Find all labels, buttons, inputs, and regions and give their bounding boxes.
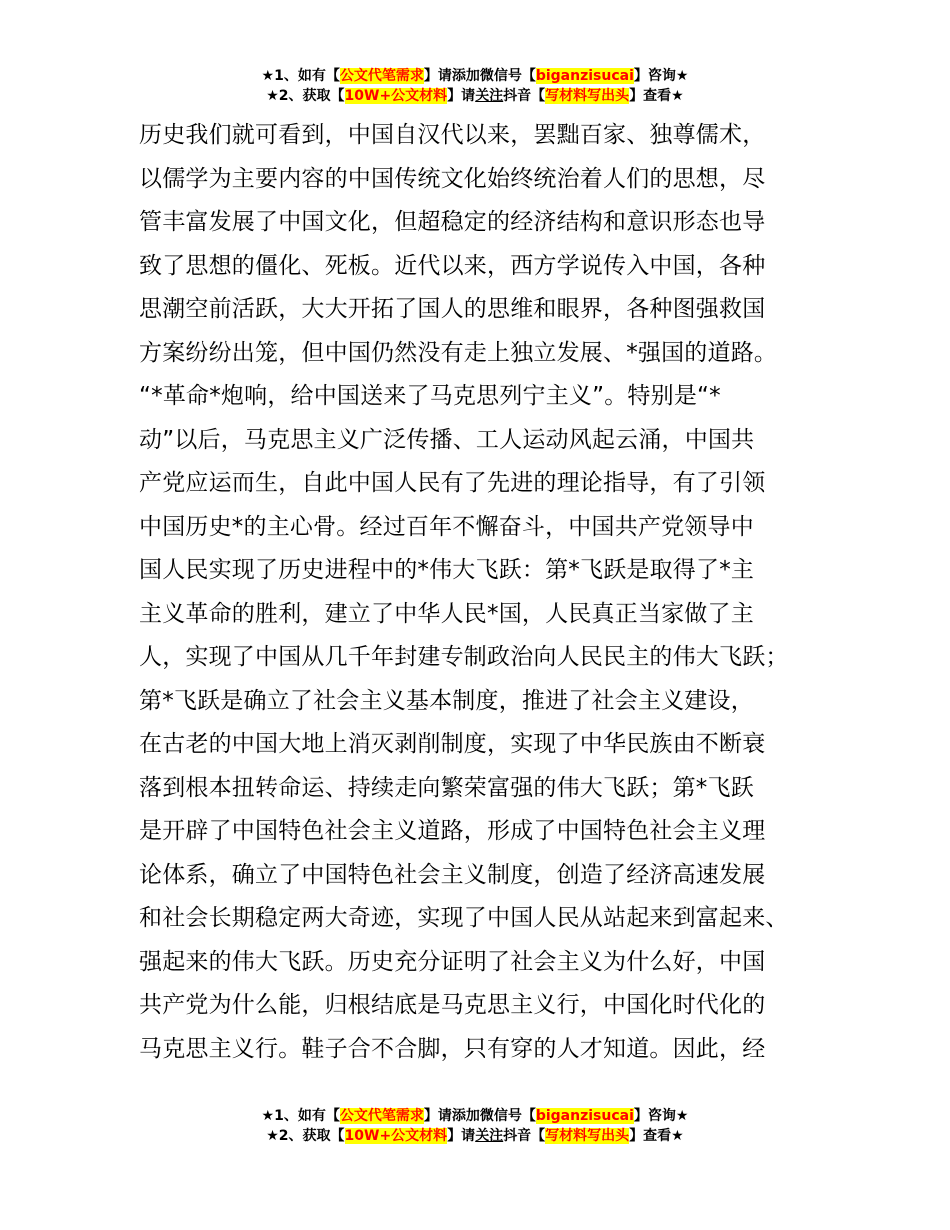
banner-line-1 bbox=[0, 66, 950, 86]
banner-line-1 bbox=[0, 1106, 950, 1126]
body-line: 第*飞跃是确立了社会主义基本制度，推进了社会主义建设， bbox=[139, 687, 754, 714]
banner-text: 抖音【 bbox=[503, 1128, 546, 1144]
body-line: 管丰富发展了中国文化，但超稳定的经济结构和意识形态也导 bbox=[139, 209, 766, 235]
body-line: 共产党为什么能，归根结底是马克思主义行，中国化时代化的 bbox=[139, 992, 766, 1018]
body-line: 动”以后，马克思主义广泛传播、工人运动风起云涌，中国共 bbox=[139, 426, 755, 453]
highlight-douyin-account: 写材料写出头 bbox=[545, 88, 630, 104]
banner-text: ★2、获取【 bbox=[266, 1128, 345, 1144]
body-line: 在古老的中国大地上消灭剥削制度，实现了中华民族由不断衰 bbox=[139, 731, 766, 757]
banner-text: 】请添加微信号【 bbox=[423, 68, 536, 84]
banner-line-2 bbox=[0, 86, 950, 106]
highlight-materials: 10W+公文材料 bbox=[344, 88, 448, 104]
body-line: 产党应运而生，自此中国人民有了先进的理论指导，有了引领 bbox=[139, 470, 766, 496]
body-line: 历史我们就可看到，中国自汉代以来，罢黜百家、独尊儒术， bbox=[139, 122, 766, 148]
body-line: 强起来的伟大飞跃。历史充分证明了社会主义为什么好，中国 bbox=[139, 948, 766, 975]
highlight-service: 公文代笔需求 bbox=[339, 1108, 424, 1124]
body-line: 致了思想的僵化、死板。近代以来，西方学说传入中国，各种 bbox=[139, 252, 766, 279]
body-line: 马克思主义行。鞋子合不合脚，只有穿的人才知道。因此，经 bbox=[139, 1035, 766, 1062]
banner-text: ★1、如有【 bbox=[261, 1108, 340, 1124]
banner-text: ★1、如有【 bbox=[261, 68, 340, 84]
body-line: 以儒学为主要内容的中国传统文化始终统治着人们的思想，尽 bbox=[139, 165, 766, 192]
banner-text: 】请 bbox=[447, 88, 476, 104]
body-line: 是开辟了中国特色社会主义道路，形成了中国特色社会主义理 bbox=[139, 818, 766, 844]
underlined-follow: 关注 bbox=[475, 1128, 504, 1144]
body-line: 和社会长期稳定两大奇迹，实现了中国人民从站起来到富起来、 bbox=[139, 905, 789, 931]
banner-text: ★2、获取【 bbox=[266, 88, 345, 104]
banner-text: 】查看★ bbox=[629, 88, 684, 104]
body-line: 思潮空前活跃，大大开拓了国人的思维和眼界，各种图强救国 bbox=[139, 296, 766, 322]
banner-text: 】请添加微信号【 bbox=[423, 1108, 536, 1124]
highlight-wechat-id: biganzisucai bbox=[535, 1108, 634, 1124]
banner-line-2 bbox=[0, 1126, 950, 1146]
banner-text: 】查看★ bbox=[629, 1128, 684, 1144]
banner-text: 】咨询★ bbox=[633, 68, 689, 84]
footer-banner bbox=[0, 1106, 950, 1146]
body-line: “*革命*炮响，给中国送来了马克思列宁主义”。特别是“* bbox=[139, 383, 721, 409]
banner-text: 】咨询★ bbox=[633, 1108, 689, 1124]
body-line: 人，实现了中国从几千年封建专制政治向人民民主的伟大飞跃； bbox=[139, 644, 789, 670]
body-line: 落到根本扭转命运、持续走向繁荣富强的伟大飞跃；第*飞跃 bbox=[139, 774, 754, 801]
body-line: 中国历史*的主心骨。经过百年不懈奋斗，中国共产党领导中 bbox=[139, 513, 754, 540]
document-body bbox=[139, 114, 835, 1071]
highlight-wechat-id: biganzisucai bbox=[535, 68, 634, 84]
body-line: 主义革命的胜利，建立了中华人民*国，人民真正当家做了主 bbox=[139, 600, 754, 627]
banner-text: 抖音【 bbox=[503, 88, 546, 104]
underlined-follow: 关注 bbox=[475, 88, 504, 104]
body-line: 方案纷纷出笼，但中国仍然没有走上独立发展、*强国的道路。 bbox=[139, 339, 778, 366]
banner-text: 】请 bbox=[447, 1128, 476, 1144]
body-line: 论体系，确立了中国特色社会主义制度，创造了经济高速发展 bbox=[139, 861, 766, 888]
highlight-materials: 10W+公文材料 bbox=[344, 1128, 448, 1144]
highlight-douyin-account: 写材料写出头 bbox=[545, 1128, 630, 1144]
body-line: 国人民实现了历史进程中的*伟大飞跃：第*飞跃是取得了*主 bbox=[139, 557, 755, 583]
header-banner bbox=[0, 66, 950, 106]
highlight-service: 公文代笔需求 bbox=[339, 68, 424, 84]
